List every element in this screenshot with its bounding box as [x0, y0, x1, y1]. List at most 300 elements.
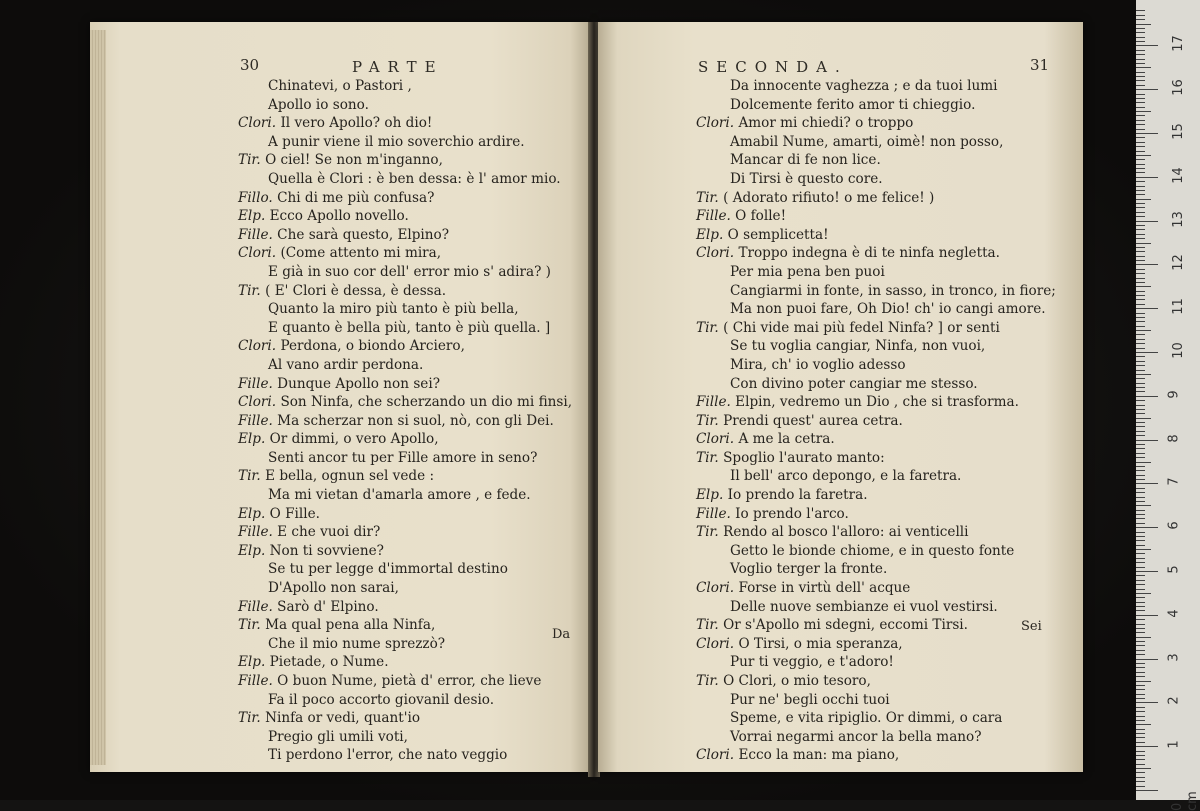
- line-text: Cangiarmi in fonte, in sasso, in tronco, in fiore;: [730, 282, 1056, 299]
- text-line: [90, 653, 590, 672]
- left-catchword: Da: [552, 627, 571, 642]
- ruler-number: 0 cm: [1170, 791, 1200, 811]
- text-line: [598, 691, 1083, 710]
- text-line: [90, 337, 590, 356]
- speaker-label: Tir.: [696, 319, 719, 336]
- line-text: Ecco la man: ma piano,: [738, 747, 900, 764]
- ruler-tick: [1136, 523, 1145, 524]
- ruler-tick: [1136, 698, 1145, 699]
- ruler-tick: [1136, 361, 1145, 362]
- ruler-tick: [1136, 737, 1145, 738]
- ruler-tick: [1136, 234, 1145, 235]
- ruler-tick: [1136, 370, 1145, 371]
- ruler-number: 17: [1170, 35, 1186, 53]
- line-text: Rendo al bosco l'alloro: ai venticelli: [723, 524, 969, 541]
- speaker-label: Clori.: [696, 580, 735, 597]
- text-line: [598, 170, 1083, 189]
- line-text: Ninfa or vedi, quant'io: [265, 710, 420, 727]
- ruler-tick: [1136, 229, 1145, 230]
- open-book: [80, 22, 1085, 782]
- text-line: [598, 77, 1083, 96]
- right-page-number: 31: [1030, 56, 1050, 74]
- line-text: Quanto la miro più tanto è più bella,: [268, 301, 519, 318]
- ruler-tick: [1136, 54, 1145, 55]
- ruler-tick: [1136, 702, 1158, 703]
- line-text: O Clori, o mio tesoro,: [723, 673, 871, 689]
- line-text: Sarò d' Elpino.: [277, 598, 379, 615]
- ruler-tick: [1136, 177, 1158, 178]
- text-line: [598, 709, 1083, 728]
- speaker-label: Tir.: [696, 412, 719, 429]
- ruler-tick: [1136, 120, 1145, 121]
- ruler-tick: [1136, 462, 1151, 463]
- ruler-tick: [1136, 207, 1145, 208]
- left-page-text: [90, 77, 590, 765]
- ruler-tick: [1136, 518, 1145, 519]
- ruler-tick: [1136, 124, 1145, 125]
- text-line: [598, 560, 1083, 579]
- ruler-tick: [1136, 746, 1158, 747]
- left-running-head: PARTE: [352, 58, 444, 76]
- line-text: Chi di me più confusa?: [277, 189, 435, 206]
- text-line: [90, 96, 590, 115]
- ruler-number: 2: [1166, 696, 1182, 706]
- line-text: Prendi quest' aurea cetra.: [723, 412, 903, 429]
- text-line: [90, 598, 590, 617]
- line-text: Speme, e vita ripiglio. Or dimmi, o cara: [730, 710, 1003, 727]
- speaker-label: Fillo.: [238, 189, 273, 206]
- line-text: Or dimmi, o vero Apollo,: [269, 431, 439, 448]
- ruler-tick: [1136, 593, 1151, 594]
- line-text: ( Adorato rifiuto! o me felice! ): [723, 189, 935, 206]
- ruler-tick: [1136, 334, 1145, 335]
- line-text: Pur ne' begli occhi tuoi: [730, 691, 890, 708]
- ruler-tick: [1136, 286, 1151, 287]
- ruler-tick: [1136, 299, 1145, 300]
- ruler-tick: [1136, 269, 1145, 270]
- line-text: Elpin, vedremo un Dio , che si trasforma.: [735, 394, 1019, 411]
- ruler-tick: [1136, 606, 1145, 607]
- line-text: O semplicetta!: [727, 226, 829, 243]
- line-text: Quella è Clori : è ben dessa: è l' amor mio.: [268, 170, 561, 187]
- ruler-tick: [1136, 391, 1145, 392]
- ruler-tick: [1136, 628, 1145, 629]
- text-line: [598, 263, 1083, 282]
- ruler-tick: [1136, 326, 1145, 327]
- ruler-tick: [1136, 716, 1145, 717]
- text-line: [90, 412, 590, 431]
- ruler-tick: [1136, 584, 1145, 585]
- ruler-tick: [1136, 549, 1151, 550]
- ruler-tick: [1136, 308, 1158, 309]
- line-text: Non ti sovviene?: [269, 542, 384, 559]
- ruler-tick: [1136, 645, 1145, 646]
- text-line: [90, 728, 590, 747]
- line-text: E quanto è bella più, tanto è più quella. ]: [268, 319, 551, 336]
- text-line: [598, 412, 1083, 431]
- speaker-label: Clori.: [696, 431, 735, 448]
- ruler-tick: [1136, 457, 1145, 458]
- text-line: [90, 244, 590, 263]
- ruler-tick: [1136, 729, 1145, 730]
- ruler-tick: [1136, 115, 1145, 116]
- ruler-tick: [1136, 151, 1145, 152]
- ruler-tick: [1136, 492, 1145, 493]
- line-text: Il vero Apollo? oh dio!: [280, 115, 433, 132]
- speaker-label: Tir.: [696, 524, 719, 541]
- ruler-tick: [1136, 514, 1145, 515]
- speaker-label: Tir.: [696, 449, 719, 466]
- text-line: [598, 746, 1083, 765]
- line-text: Ti perdono l'error, che nato veggio: [268, 747, 508, 764]
- text-line: [90, 300, 590, 319]
- ruler-number: 11: [1170, 298, 1186, 315]
- ruler-tick: [1136, 733, 1145, 734]
- ruler-tick: [1136, 330, 1151, 331]
- line-text: O ciel! Se non m'inganno,: [265, 152, 443, 169]
- ruler-tick: [1136, 781, 1145, 782]
- text-line: [90, 226, 590, 245]
- line-text: Vorrai negarmi ancor la bella mano?: [730, 728, 982, 745]
- ruler-number: 4: [1166, 609, 1182, 618]
- ruler-tick: [1136, 50, 1145, 51]
- ruler-tick: [1136, 317, 1145, 318]
- ruler-tick: [1136, 694, 1145, 695]
- text-line: [90, 746, 590, 765]
- text-line: [90, 319, 590, 338]
- line-text: O Tirsi, o mia speranza,: [738, 635, 903, 652]
- line-text: Amor mi chiedi? o troppo: [738, 115, 914, 132]
- text-line: [90, 691, 590, 710]
- ruler-tick: [1136, 610, 1145, 611]
- ruler-tick: [1136, 59, 1145, 60]
- ruler-tick: [1136, 685, 1145, 686]
- ruler-tick: [1136, 589, 1145, 590]
- ruler-tick: [1136, 470, 1145, 471]
- text-line: [598, 300, 1083, 319]
- speaker-label: Elp.: [238, 208, 266, 225]
- line-text: Mira, ch' io voglio adesso: [730, 356, 906, 373]
- ruler-tick: [1136, 190, 1145, 191]
- line-text: Son Ninfa, che scherzando un dio mi finsi,: [280, 394, 573, 411]
- ruler-tick: [1136, 637, 1151, 638]
- ruler-tick: [1136, 32, 1145, 33]
- line-text: Ma non puoi fare, Oh Dio! ch' io cangi amore.: [730, 301, 1046, 318]
- ruler-tick: [1136, 641, 1145, 642]
- line-text: Voglio terger la fronte.: [730, 561, 888, 578]
- ruler-tick: [1136, 488, 1145, 489]
- speaker-label: Tir.: [238, 710, 261, 727]
- line-text: Ecco Apollo novello.: [269, 208, 409, 225]
- ruler-tick: [1136, 676, 1145, 677]
- text-line: [598, 189, 1083, 208]
- speaker-label: Tir.: [238, 617, 261, 634]
- ruler-number: 1: [1166, 740, 1182, 749]
- line-text: Amabil Nume, amarti, oimè! non posso,: [730, 133, 1004, 150]
- text-line: [598, 449, 1083, 468]
- line-text: Dolcemente ferito amor ti chieggio.: [730, 96, 976, 113]
- ruler-tick: [1136, 479, 1145, 480]
- text-line: [598, 486, 1083, 505]
- ruler-tick: [1136, 405, 1145, 406]
- speaker-label: Clori.: [696, 115, 735, 132]
- ruler-tick: [1136, 80, 1145, 81]
- text-line: [598, 96, 1083, 115]
- ruler-tick: [1136, 418, 1151, 419]
- line-text: Ma mi vietan d'amarla amore , e fede.: [268, 487, 531, 504]
- speaker-label: Fille.: [696, 208, 731, 225]
- ruler-tick: [1136, 24, 1151, 25]
- ruler-tick: [1136, 672, 1145, 673]
- line-text: Ma scherzar non si suol, nò, con gli Dei.: [277, 412, 554, 429]
- text-line: [598, 356, 1083, 375]
- ruler-tick: [1136, 146, 1145, 147]
- text-line: [90, 114, 590, 133]
- speaker-label: Tir.: [238, 282, 261, 299]
- line-text: Or s'Apollo mi sdegni, eccomi Tirsi.: [723, 617, 968, 634]
- ruler-tick: [1136, 536, 1145, 537]
- text-line: [598, 430, 1083, 449]
- speaker-label: Fille.: [696, 394, 731, 411]
- line-text: Troppo indegna è di te ninfa negletta.: [738, 245, 1000, 262]
- ruler-tick: [1136, 562, 1145, 563]
- ruler-tick: [1136, 374, 1151, 375]
- ruler-tick: [1136, 181, 1145, 182]
- ruler-tick: [1136, 243, 1151, 244]
- ruler-tick: [1136, 619, 1145, 620]
- text-line: [598, 598, 1083, 617]
- text-line: [90, 523, 590, 542]
- speaker-label: Clori.: [696, 245, 735, 262]
- line-text: Delle nuove sembianze ei vuol vestirsi.: [730, 598, 998, 615]
- ruler-tick: [1136, 172, 1145, 173]
- ruler-tick: [1136, 790, 1158, 791]
- ruler-tick: [1136, 413, 1145, 414]
- ruler-tick: [1136, 383, 1145, 384]
- ruler-tick: [1136, 431, 1145, 432]
- speaker-label: Tir.: [696, 189, 719, 206]
- ruler-tick: [1136, 681, 1151, 682]
- ruler-tick: [1136, 72, 1145, 73]
- text-line: [90, 449, 590, 468]
- ruler-number: 16: [1170, 79, 1186, 96]
- ruler-tick: [1136, 663, 1145, 664]
- text-line: [598, 542, 1083, 561]
- ruler-tick: [1136, 238, 1145, 239]
- ruler-number: 12: [1170, 254, 1186, 272]
- ruler-tick: [1136, 251, 1145, 252]
- ruler-tick: [1136, 632, 1145, 633]
- ruler-tick: [1136, 356, 1145, 357]
- text-line: [598, 505, 1083, 524]
- ruler-tick: [1136, 624, 1145, 625]
- ruler-tick: [1136, 102, 1145, 103]
- ruler-tick: [1136, 98, 1145, 99]
- ruler-tick: [1136, 365, 1145, 366]
- ruler-tick: [1136, 650, 1145, 651]
- ruler-tick: [1136, 203, 1145, 204]
- text-line: [90, 505, 590, 524]
- text-line: [90, 282, 590, 301]
- ruler-tick: [1136, 256, 1145, 257]
- line-text: Se tu voglia cangiar, Ninfa, non vuoi,: [730, 338, 986, 355]
- text-line: [598, 133, 1083, 152]
- ruler-tick: [1136, 453, 1145, 454]
- line-text: Io prendo l'arco.: [735, 505, 849, 522]
- ruler-number: 10: [1170, 342, 1186, 359]
- ruler-tick: [1136, 654, 1145, 655]
- text-line: [598, 635, 1083, 654]
- speaker-label: Fille.: [238, 375, 273, 392]
- ruler-tick: [1136, 45, 1158, 46]
- line-text: Che il mio nume sprezzò?: [268, 635, 446, 652]
- speaker-label: Elp.: [238, 542, 266, 559]
- ruler-tick: [1136, 295, 1145, 296]
- ruler-number: 13: [1170, 210, 1186, 228]
- ruler-tick: [1136, 689, 1145, 690]
- left-page: [90, 22, 590, 772]
- line-text: E già in suo cor dell' error mio s' adira? ): [268, 263, 551, 280]
- speaker-label: Fille.: [238, 226, 273, 243]
- ruler-tick: [1136, 777, 1145, 778]
- text-line: [90, 430, 590, 449]
- ruler-tick: [1136, 510, 1145, 511]
- text-line: [90, 133, 590, 152]
- speaker-label: Fille.: [238, 598, 273, 615]
- line-text: Spoglio l'aurato manto:: [723, 449, 885, 466]
- ruler-tick: [1136, 387, 1145, 388]
- line-text: A me la cetra.: [738, 431, 835, 448]
- ruler-tick: [1136, 505, 1151, 506]
- line-text: O buon Nume, pietà d' error, che lieve: [277, 673, 542, 689]
- ruler-tick: [1136, 545, 1145, 546]
- ruler-tick: [1136, 497, 1145, 498]
- ruler-tick: [1136, 247, 1145, 248]
- ruler-tick: [1136, 580, 1145, 581]
- ruler-tick: [1136, 133, 1158, 134]
- ruler-tick: [1136, 501, 1145, 502]
- ruler-tick: [1136, 15, 1145, 16]
- speaker-label: Fille.: [238, 673, 273, 689]
- line-text: Forse in virtù dell' acque: [738, 580, 911, 597]
- speaker-label: Fille.: [696, 505, 731, 522]
- text-line: [90, 542, 590, 561]
- line-text: Per mia pena ben puoi: [730, 263, 885, 280]
- ruler-tick: [1136, 339, 1145, 340]
- text-line: [598, 319, 1083, 338]
- text-line: [598, 467, 1083, 486]
- ruler-tick: [1136, 129, 1145, 130]
- ruler-tick: [1136, 567, 1145, 568]
- text-line: [90, 375, 590, 394]
- ruler-tick: [1136, 221, 1158, 222]
- line-text: Senti ancor tu per Fille amore in seno?: [268, 449, 538, 466]
- ruler-tick: [1136, 186, 1145, 187]
- ruler-tick: [1136, 532, 1145, 533]
- ruler-tick: [1136, 751, 1145, 752]
- ruler-tick: [1136, 225, 1145, 226]
- text-line: [598, 337, 1083, 356]
- line-text: Pietade, o Nume.: [269, 654, 389, 671]
- line-text: Ma qual pena alla Ninfa,: [265, 617, 436, 634]
- line-text: ( Chi vide mai più fedel Ninfa? ] or senti: [723, 319, 1000, 336]
- text-line: [90, 151, 590, 170]
- ruler-tick: [1136, 615, 1158, 616]
- line-text: Io prendo la faretra.: [727, 487, 868, 504]
- ruler-tick: [1136, 348, 1145, 349]
- speaker-label: Elp.: [696, 487, 724, 504]
- line-text: (Come attento mi mira,: [280, 245, 442, 262]
- text-line: [598, 226, 1083, 245]
- speaker-label: Clori.: [238, 115, 277, 132]
- left-page-number: 30: [240, 56, 260, 74]
- ruler-tick: [1136, 216, 1145, 217]
- text-line: [90, 635, 590, 654]
- ruler-tick: [1136, 786, 1145, 787]
- ruler-tick: [1136, 553, 1145, 554]
- ruler-number: 3: [1166, 652, 1182, 662]
- ruler-number: 5: [1166, 565, 1182, 574]
- right-catchword: Sei: [1021, 619, 1042, 634]
- line-text: E bella, ognun sel vede :: [265, 468, 435, 485]
- ruler-tick: [1136, 409, 1145, 410]
- speaker-label: Tir.: [696, 617, 719, 634]
- line-text: Dunque Apollo non sei?: [277, 375, 440, 392]
- text-line: [90, 709, 590, 728]
- ruler-number: 7: [1166, 477, 1182, 487]
- ruler-tick: [1136, 540, 1145, 541]
- ruler-tick: [1136, 107, 1145, 108]
- line-text: Se tu per legge d'immortal destino: [268, 561, 508, 578]
- line-text: Da innocente vaghezza ; e da tuoi lumi: [730, 78, 998, 94]
- speaker-label: Tir.: [238, 152, 261, 169]
- ruler-tick: [1136, 720, 1145, 721]
- line-text: Di Tirsi è questo core.: [730, 170, 883, 187]
- text-line: [90, 170, 590, 189]
- ruler-tick: [1136, 426, 1145, 427]
- text-line: [598, 114, 1083, 133]
- text-line: [90, 77, 590, 96]
- line-text: Al vano ardir perdona.: [268, 356, 424, 373]
- ruler-tick: [1136, 724, 1151, 725]
- ruler-tick: [1136, 343, 1145, 344]
- ruler-tick: [1136, 571, 1158, 572]
- ruler-tick: [1136, 400, 1145, 401]
- ruler-tick: [1136, 772, 1145, 773]
- ruler-tick: [1136, 67, 1151, 68]
- ruler-tick: [1136, 764, 1145, 765]
- line-text: Che sarà questo, Elpino?: [277, 226, 450, 243]
- speaker-label: Elp.: [696, 226, 724, 243]
- ruler-tick: [1136, 575, 1145, 576]
- text-line: [90, 393, 590, 412]
- speaker-label: Elp.: [238, 654, 266, 671]
- line-text: O folle!: [735, 208, 787, 225]
- line-text: Con divino poter cangiar me stesso.: [730, 375, 978, 392]
- right-page: [598, 22, 1083, 772]
- text-line: [90, 467, 590, 486]
- ruler-tick: [1136, 742, 1145, 743]
- text-line: [90, 356, 590, 375]
- ruler-tick: [1136, 94, 1145, 95]
- right-running-head: SECONDA.: [698, 58, 848, 76]
- ruler-tick: [1136, 755, 1145, 756]
- ruler-tick: [1136, 264, 1158, 265]
- text-line: [598, 393, 1083, 412]
- ruler-tick: [1136, 659, 1158, 660]
- text-line: [598, 244, 1083, 263]
- ruler-tick: [1136, 527, 1158, 528]
